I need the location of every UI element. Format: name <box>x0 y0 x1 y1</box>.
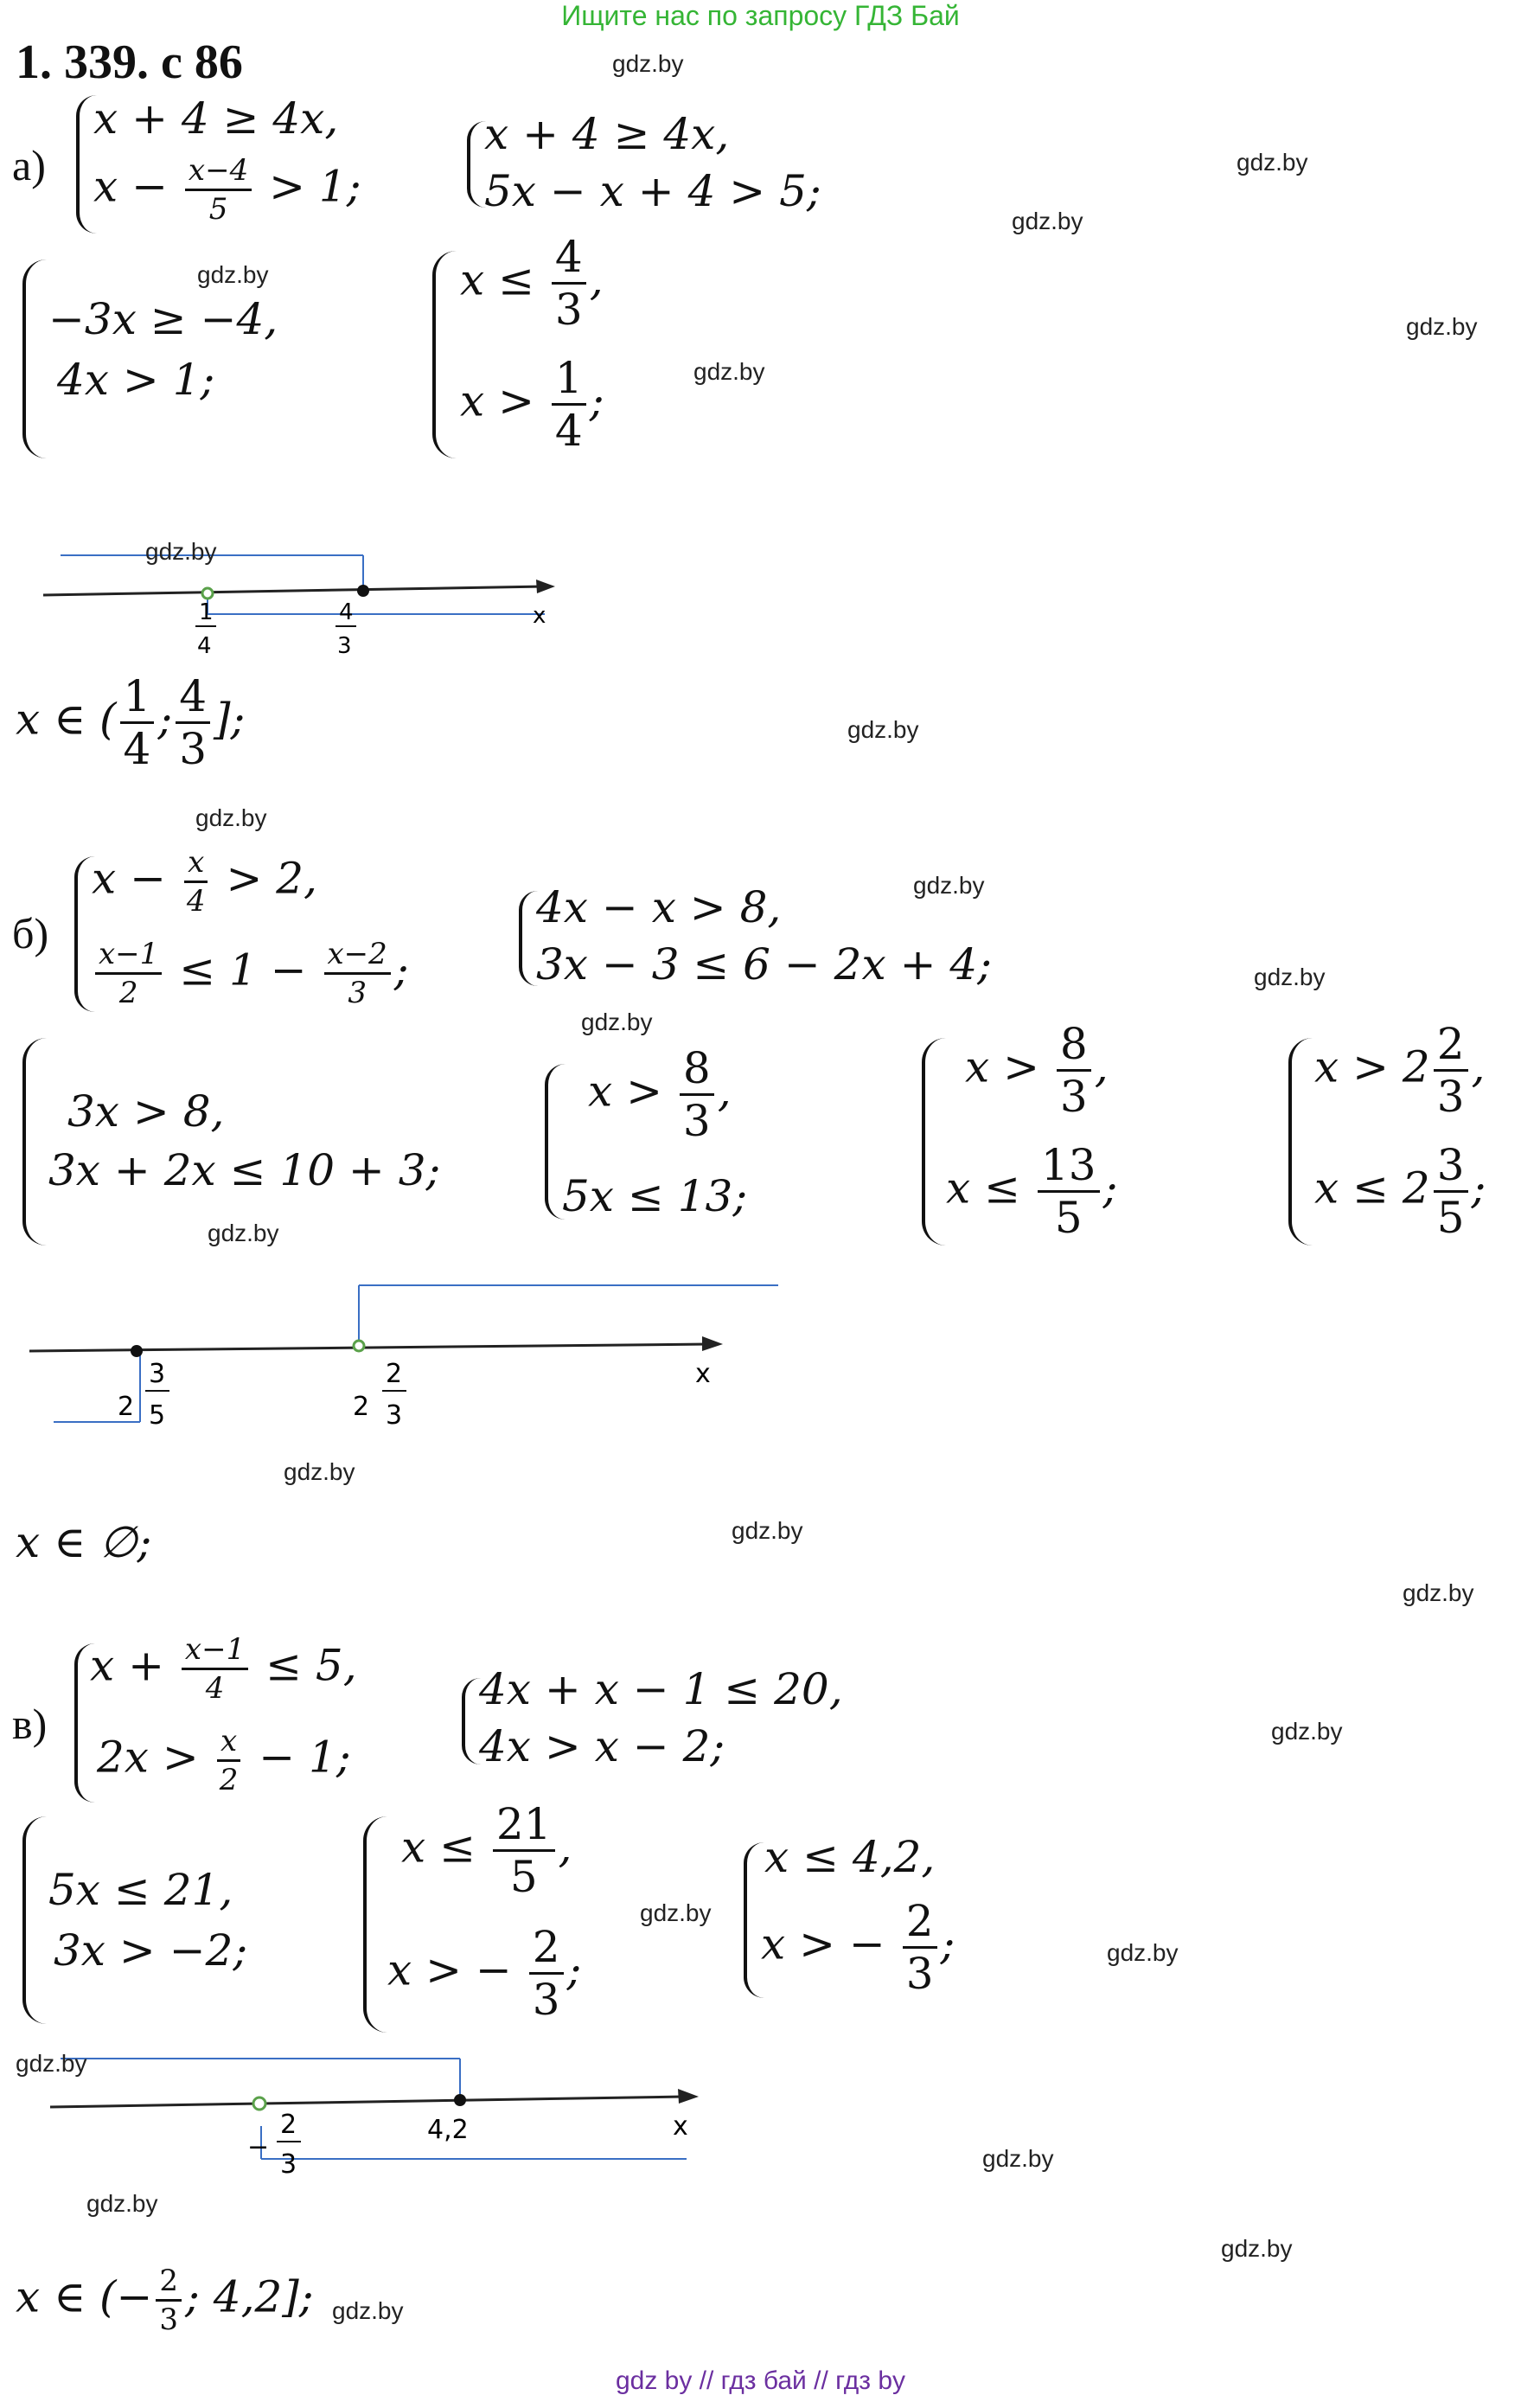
watermark: gdz.by <box>982 2145 1054 2172</box>
equation: 3x + 2x ≤ 10 + 3; <box>48 1145 441 1195</box>
svg-text:2: 2 <box>386 1359 403 1389</box>
svg-text:4: 4 <box>197 633 212 659</box>
brace <box>1288 1038 1313 1246</box>
equation: 5x ≤ 21, <box>48 1865 233 1915</box>
watermark: gdz.by <box>640 1899 712 1926</box>
closed-point <box>357 585 369 597</box>
svg-text:3: 3 <box>386 1400 403 1431</box>
equation: −3x ≥ −4, <box>48 294 278 344</box>
watermark: gdz.by <box>1221 2235 1293 2262</box>
equation: 3x − 3 ≤ 6 − 2x + 4; <box>536 939 993 989</box>
equation: x + 4 ≥ 4x, <box>484 109 730 159</box>
brace <box>519 891 538 986</box>
equation: x − $\frac{x}{4}$ > 2, <box>92 845 317 919</box>
open-point <box>202 588 213 599</box>
watermark: gdz.by <box>1107 1939 1179 1966</box>
equation: x + 4 ≥ 4x, <box>93 93 339 144</box>
footer-links[interactable]: gdz by // гдз бай // гдз by <box>615 2366 906 2395</box>
part-a-label: а) <box>12 141 46 189</box>
equation: x ≤ 4,2, <box>764 1832 936 1882</box>
svg-text:x: x <box>673 2111 688 2142</box>
equation: x ≤ $\frac{21}{5}$ , <box>401 1799 572 1902</box>
exercise-heading: 1. 339. с 86 <box>16 35 243 89</box>
watermark: gdz.by <box>86 2190 158 2217</box>
brace <box>922 1038 946 1246</box>
svg-text:2: 2 <box>280 2110 297 2140</box>
svg-text:−: − <box>247 2132 270 2162</box>
watermark: gdz.by <box>332 2297 404 2324</box>
equation: 5x ≤ 13; <box>562 1171 748 1221</box>
brace <box>462 1678 481 1764</box>
watermark: gdz.by <box>145 538 217 565</box>
svg-text:3: 3 <box>337 633 352 659</box>
answer-b: x ∈ ∅; <box>16 1517 152 1567</box>
svg-text:5: 5 <box>149 1400 166 1431</box>
number-line-a <box>0 536 605 675</box>
brace <box>22 259 47 458</box>
watermark: gdz.by <box>197 261 269 288</box>
watermark: gdz.by <box>612 50 684 77</box>
equation: $\frac{x-1}{2}$ ≤ 1 − $\frac{x-2}{3}$ ; <box>92 939 409 1008</box>
svg-text:x: x <box>695 1359 711 1389</box>
equation: x > $\frac{1}{4}$ ; <box>460 353 604 456</box>
open-point <box>253 2097 265 2110</box>
equation: x ≤ $\frac{13}{5}$ ; <box>946 1140 1118 1243</box>
svg-text:x: x <box>533 603 546 629</box>
watermark: gdz.by <box>1403 1579 1474 1606</box>
equation: 3x > −2; <box>54 1925 248 1976</box>
watermark: gdz.by <box>1237 149 1308 176</box>
watermark: gdz.by <box>1254 964 1326 990</box>
closed-point <box>131 1345 143 1357</box>
equation: 4x > 1; <box>57 355 215 405</box>
watermark: gdz.by <box>847 716 919 743</box>
equation: 4x − x > 8, <box>536 882 782 932</box>
svg-text:4,2: 4,2 <box>427 2115 469 2145</box>
number-line-c <box>0 2041 744 2214</box>
watermark: gdz.by <box>1406 313 1478 340</box>
equation: x > − $\frac{2}{3}$ ; <box>387 1922 582 2025</box>
equation: x > 2 $\frac{2}{3}$ , <box>1314 1019 1486 1122</box>
equation: x ≤ $\frac{4}{3}$ , <box>460 232 604 335</box>
closed-point <box>454 2094 466 2106</box>
brace <box>22 1038 47 1246</box>
equation: x − $\frac{x-4}{5}$ > 1; <box>93 153 361 227</box>
watermark: gdz.by <box>284 1458 355 1485</box>
watermark: gdz.by <box>581 1009 653 1035</box>
brace <box>22 1816 47 2024</box>
number-line-b <box>0 1271 796 1462</box>
equation: x ≤ 2 $\frac{3}{5}$ ; <box>1314 1140 1486 1243</box>
svg-text:2: 2 <box>118 1392 135 1422</box>
watermark: gdz.by <box>693 358 765 385</box>
answer-c: x ∈ (− $\frac{2}{3}$ ; 4,2]; <box>16 2264 314 2337</box>
equation: 3x > 8, <box>67 1086 225 1137</box>
watermark: gdz.by <box>1271 1718 1343 1745</box>
brace <box>363 1816 387 2033</box>
equation: x > − $\frac{2}{3}$ ; <box>761 1896 955 1999</box>
equation: x > $\frac{8}{3}$ , <box>588 1043 732 1146</box>
search-banner[interactable]: Ищите нас по запросу ГДЗ Бай <box>561 0 960 31</box>
equation: 4x + x − 1 ≤ 20, <box>479 1664 843 1714</box>
svg-text:2: 2 <box>353 1392 370 1422</box>
equation: x + $\frac{x-1}{4}$ ≤ 5, <box>90 1632 357 1706</box>
watermark: gdz.by <box>1012 208 1083 234</box>
brace <box>467 121 486 208</box>
open-point <box>354 1341 364 1351</box>
equation: x > $\frac{8}{3}$ , <box>965 1019 1109 1122</box>
part-b-label: б) <box>12 909 49 957</box>
watermark: gdz.by <box>913 872 985 899</box>
equation: 5x − x + 4 > 5; <box>484 166 821 216</box>
equation: 4x > x − 2; <box>479 1721 725 1771</box>
svg-text:4: 4 <box>339 599 354 625</box>
equation: 2x > $\frac{x}{2}$ − 1; <box>97 1724 351 1797</box>
watermark: gdz.by <box>208 1220 279 1246</box>
brace <box>432 251 457 458</box>
answer-a: x ∈ ( $\frac{1}{4}$ ; $\frac{4}{3}$ ]; <box>16 671 246 774</box>
part-c-label: в) <box>12 1700 48 1748</box>
svg-text:3: 3 <box>280 2149 297 2180</box>
watermark: gdz.by <box>732 1517 803 1544</box>
watermark: gdz.by <box>195 804 267 831</box>
watermark: gdz.by <box>16 2050 87 2077</box>
svg-text:3: 3 <box>149 1359 166 1389</box>
svg-text:1: 1 <box>199 599 214 625</box>
